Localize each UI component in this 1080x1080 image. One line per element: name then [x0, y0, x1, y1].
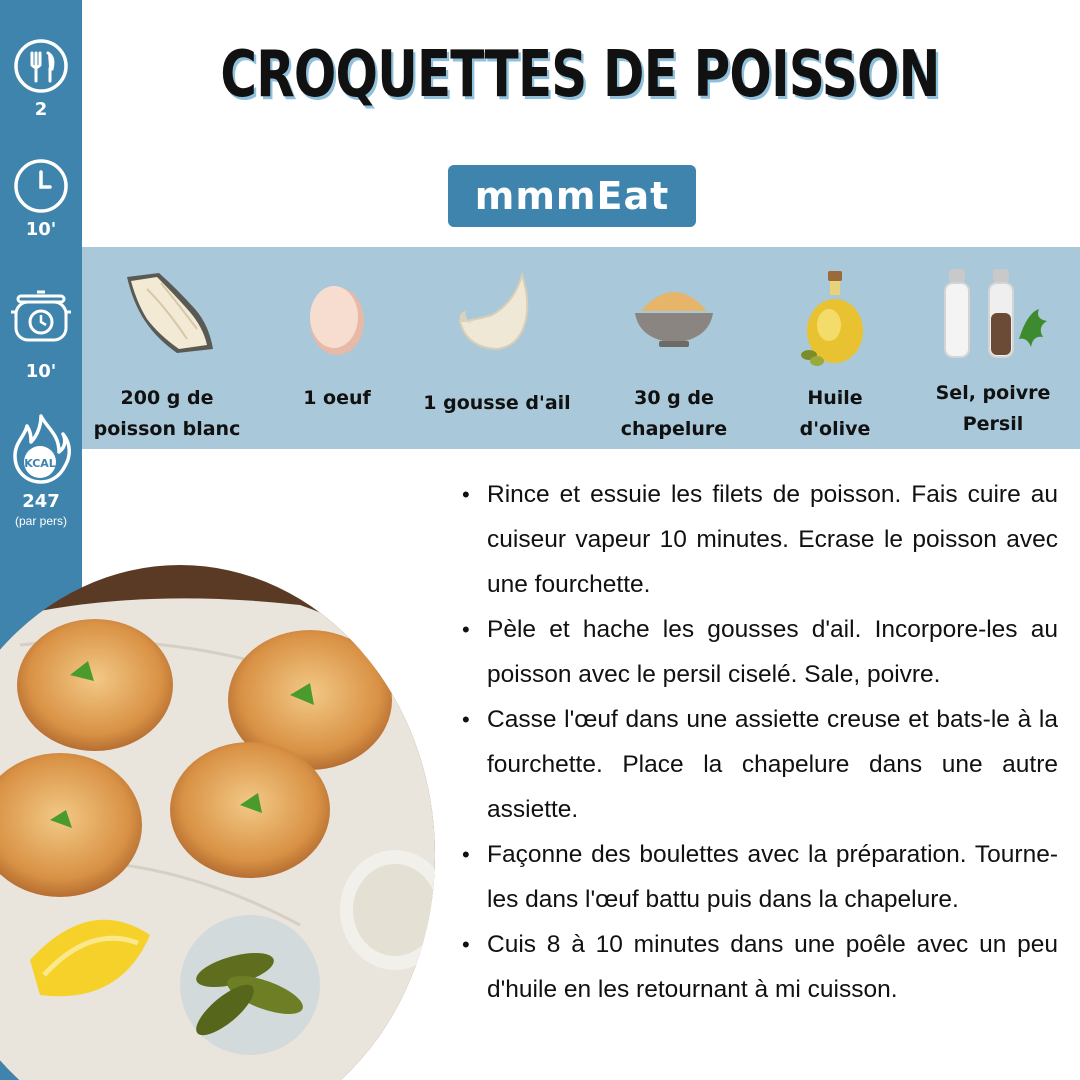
ingredient-seasoning-line2: Persil	[962, 413, 1024, 435]
ingredient-garlic	[412, 247, 582, 449]
ingredient-olive-oil-line2: d'olive	[799, 418, 871, 440]
kcal-flame-icon	[9, 412, 73, 486]
croquettes-photo	[0, 565, 440, 1080]
ingredient-breadcrumbs	[589, 247, 759, 449]
ingredient-fish-line1: 200 g de	[120, 387, 214, 409]
ingredient-olive-oil	[750, 247, 920, 449]
calories-info	[0, 412, 82, 528]
ingredient-egg-label: 1 oeuf	[303, 387, 371, 409]
prep-time-info	[0, 158, 82, 240]
ingredient-seasoning-line1: Sel, poivre	[935, 382, 1051, 404]
servings-info	[0, 38, 82, 120]
ingredient-garlic-label: 1 gousse d'ail	[423, 392, 571, 414]
step-4: • Façonne des boulettes avec la préparation. Tourne-les dans l'œuf battu puis dans la chapelure.	[462, 832, 1058, 922]
steamer-icon	[8, 282, 74, 348]
ingredient-fish-line2: poisson blanc	[93, 418, 241, 440]
step-1: • Rince et essuie les filets de poisson. Fais cuire au cuiseur vapeur 10 minutes. Ecrase le poisson avec une fourchette.	[462, 472, 1058, 607]
prep-time-value: 10'	[25, 219, 57, 240]
ingredients-band	[82, 247, 1080, 449]
garlic-clove-icon	[452, 269, 542, 359]
calories-value: 247	[22, 491, 60, 512]
ingredient-breadcrumbs-line2: chapelure	[620, 418, 728, 440]
fork-knife-icon	[13, 38, 69, 94]
ingredient-seasoning	[908, 247, 1078, 449]
instructions-list	[462, 472, 1058, 1012]
calories-unit: (par pers)	[14, 514, 67, 528]
servings-value: 2	[34, 99, 48, 120]
cook-time-info	[0, 282, 82, 382]
ingredient-egg	[252, 247, 422, 449]
salt-pepper-parsley-icon	[933, 269, 1053, 361]
ingredient-breadcrumbs-line1: 30 g de	[634, 387, 714, 409]
breadcrumbs-bowl-icon	[629, 269, 719, 359]
ingredient-olive-oil-line1: Huile	[807, 387, 863, 409]
cook-time-value: 10'	[25, 361, 57, 382]
fish-fillet-icon	[117, 269, 217, 359]
step-2: • Pèle et hache les gousses d'ail. Incorpore-les au poisson avec le persil ciselé. Sale, poivre.	[462, 607, 1058, 697]
step-3: • Casse l'œuf dans une assiette creuse et bats-le à la fourchette. Place la chapelure dans une autre assiette.	[462, 697, 1058, 832]
olive-oil-bottle-icon	[795, 269, 875, 369]
egg-icon	[302, 269, 372, 359]
step-5: • Cuis 8 à 10 minutes dans une poêle avec un peu d'huile en les retournant à mi cuisson.	[462, 922, 1058, 1012]
brand-logo: mmmEat	[448, 165, 696, 227]
ingredient-fish	[82, 247, 252, 449]
recipe-title: CROQUETTES DE POISSON	[220, 38, 940, 112]
kcal-badge: KCAL	[24, 457, 56, 470]
clock-icon	[13, 158, 69, 214]
